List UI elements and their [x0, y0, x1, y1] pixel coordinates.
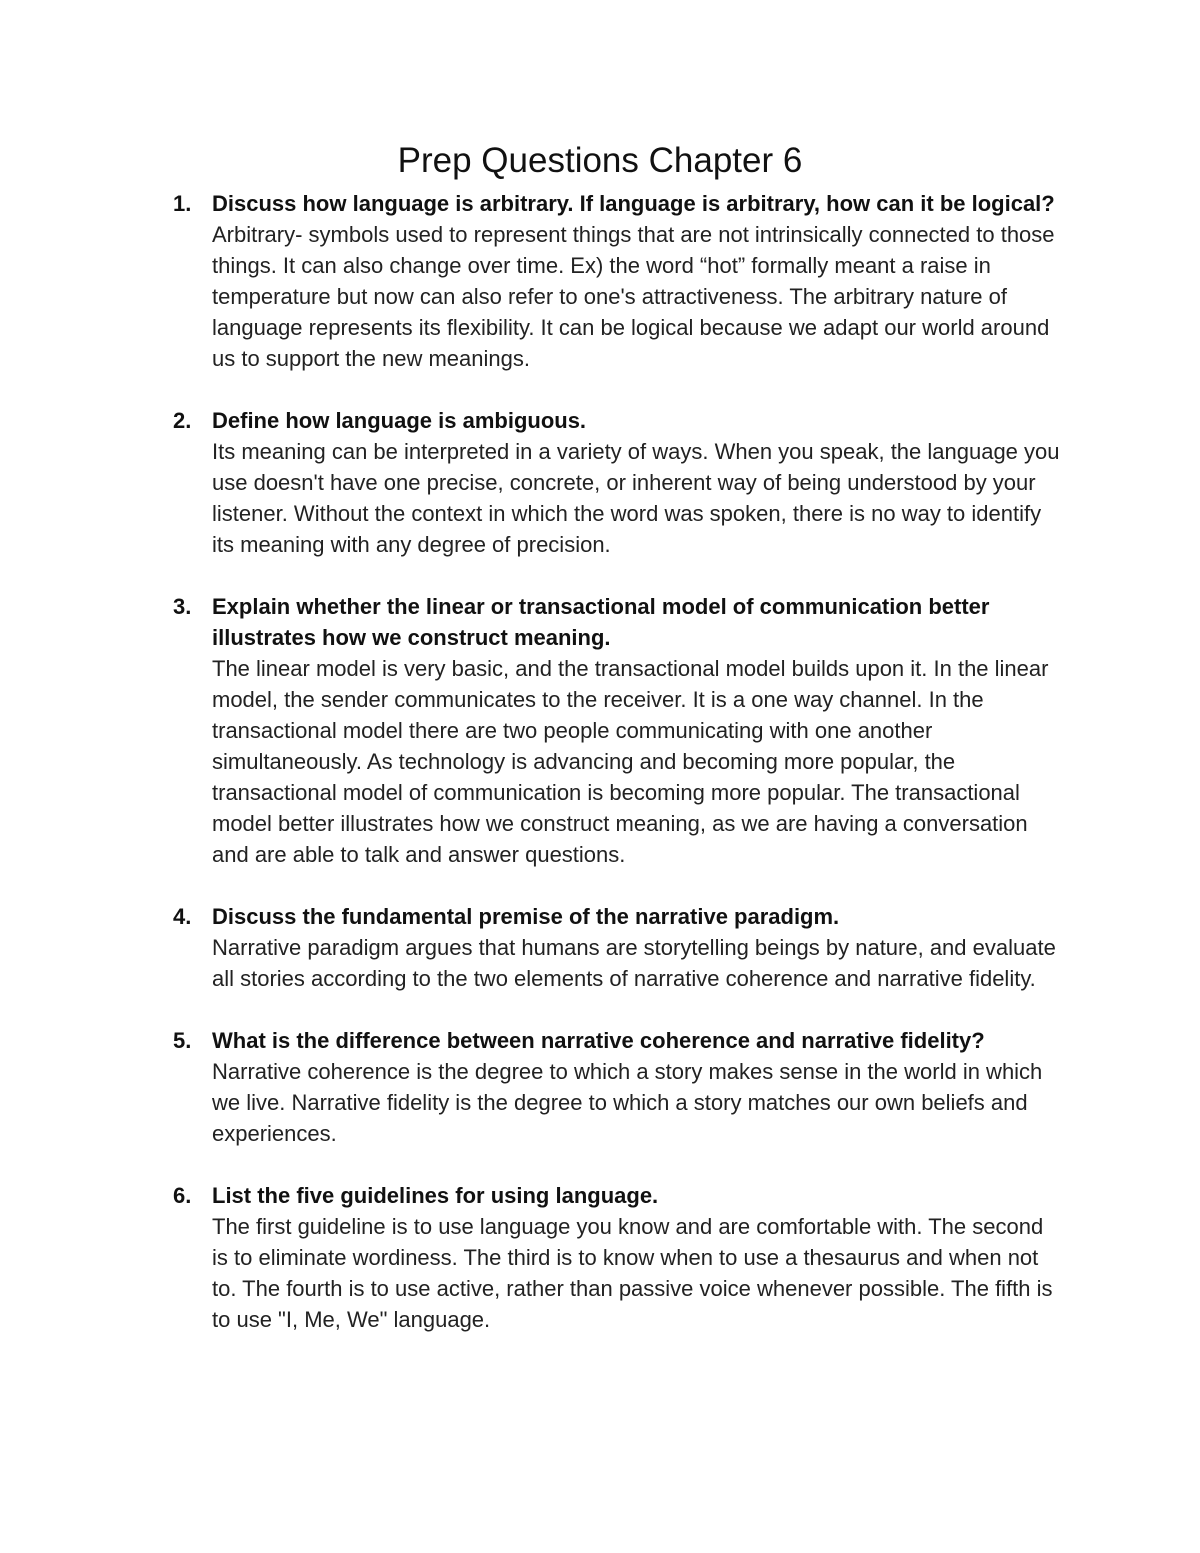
question-list [173, 188, 1063, 1366]
question-text: Explain whether the linear or transactional model of communication better illustrates how we construct meaning. [212, 594, 990, 650]
question-text: Discuss the fundamental premise of the narrative paradigm. [212, 904, 840, 929]
answer-text: Arbitrary- symbols used to represent things that are not intrinsically connected to those things. It can also change over time. Ex) the word “hot” formally meant a raise in temperature but now can also refer to one's attractiveness. The arbitrary nature of language represents its flexibility. It can be logical because we adapt our world around us to support the new meanings. [212, 222, 1055, 371]
question-number: 2. [173, 408, 192, 433]
question-number: 6. [173, 1183, 192, 1208]
answer-text: Narrative paradigm argues that humans are storytelling beings by nature, and evaluate all stories according to the two elements of narrative coherence and narrative fidelity. [212, 935, 1056, 991]
answer-text: The linear model is very basic, and the transactional model builds upon it. In the linear model, the sender communicates to the receiver. It is a one way channel. In the transactional model there are two people communicating with one another simultaneously. As technology is advancing and becoming more popular, the transactional model of communication is becoming more popular. The transactional model better illustrates how we construct meaning, as we are having a conversation and are able to talk and answer questions. [212, 656, 1049, 867]
question-item-2 [173, 405, 1063, 560]
question-number: 5. [173, 1028, 192, 1053]
question-text: Discuss how language is arbitrary. If language is arbitrary, how can it be logical? [212, 191, 1055, 216]
page-title: Prep Questions Chapter 6 [397, 141, 803, 180]
question-text: List the five guidelines for using language. [212, 1183, 659, 1208]
answer-text: Its meaning can be interpreted in a variety of ways. When you speak, the language you use doesn't have one precise, concrete, or inherent way of being understood by your listener. Without the context in which the word was spoken, there is no way to identify its meaning with any degree of precision. [212, 439, 1060, 557]
question-number: 4. [173, 904, 192, 929]
question-item-1 [173, 188, 1063, 374]
question-number: 1. [173, 191, 192, 216]
answer-text: Narrative coherence is the degree to which a story makes sense in the world in which we live. Narrative fidelity is the degree to which a story matches our own beliefs and experiences. [212, 1059, 1043, 1146]
question-item-3 [173, 591, 1063, 870]
question-text: Define how language is ambiguous. [212, 408, 587, 433]
question-text: What is the difference between narrative coherence and narrative fidelity? [212, 1028, 985, 1053]
question-item-5 [173, 1025, 1063, 1149]
question-number: 3. [173, 594, 192, 619]
question-item-4 [173, 901, 1063, 994]
answer-text: The first guideline is to use language you know and are comfortable with. The second is to eliminate wordiness. The third is to know when to use a thesaurus and when not to. The fourth is to use active, rather than passive voice whenever possible. The fifth is to use "I, Me, We" language. [212, 1214, 1053, 1332]
question-item-6 [173, 1180, 1063, 1335]
